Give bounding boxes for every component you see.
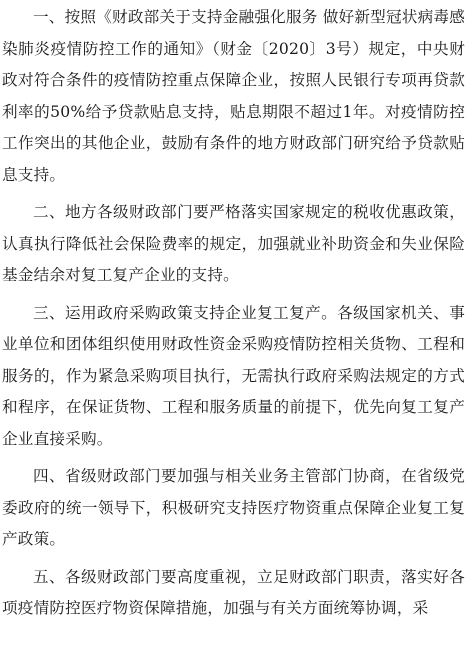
paragraph-4: 四、省级财政部门要加强与相关业务主管部门协商，在省级党委政府的统一领导下，积极研究支持医疗物资重点保障企业复工复产政策。 xyxy=(2,467,465,548)
paragraph-2: 二、地方各级财政部门要严格落实国家规定的税收优惠政策，认真执行降低社会保险费率的规定，加强就业补助资金和失业保险基金结余对复工复产企业的支持。 xyxy=(2,203,465,284)
paragraph-5: 五、各级财政部门要高度重视，立足财政部门职责，落实好各项疫情防控医疗物资保障措施，加强与有关方面统筹协调，采 xyxy=(2,567,465,617)
paragraph-3: 三、运用政府采购政策支持企业复工复产。各级国家机关、事业单位和团体组织使用财政性资金采购疫情防控相关货物、工程和服务的，作为紧急采购项目执行，无需执行政府采购法规定的方式和程序，在保证货物、工程和服务质量的前提下，优先向复工复产企业直接采购。 xyxy=(2,303,465,448)
paragraph-1: 一、按照《财政部关于支持金融强化服务 做好新型冠状病毒感染肺炎疫情防控工作的通知》（财金〔2020〕3号）规定，中央财政对符合条件的疫情防控重点保障企业，按照人民银行专项再贷款利率的50%给予贷款贴息支持，贴息期限不超过1年。对疫情防控工作突出的其他企业，鼓励有条件的地方财政部门研究给予贷款贴息支持。 xyxy=(2,8,465,184)
